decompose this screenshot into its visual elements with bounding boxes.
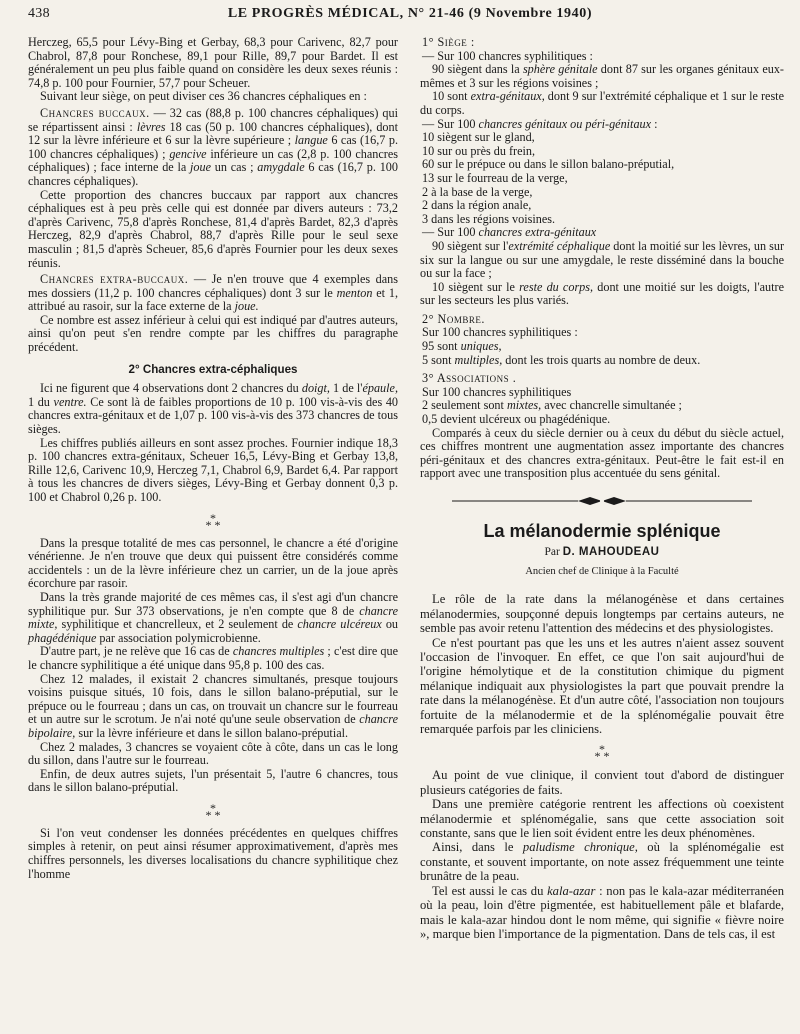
italic-term: menton bbox=[336, 285, 373, 300]
running-title: LE PROGRÈS MÉDICAL, N° 21-46 (9 Novembre 1940) bbox=[227, 6, 593, 21]
paragraph: Comparés à ceux du siècle dernier ou à ceux du début du siècle actuel, ces chiffres montrent une augmentation assez importante des chancres péri-génitaux et des chancres extra-génitaux. Peut-être le fait est-il en rapport avec une transposition plus accentuée du sens génital. bbox=[420, 425, 784, 481]
text: 90 siègent sur l' bbox=[432, 238, 509, 253]
paragraph: Ce n'est pourtant pas que les uns et les autres n'aient assez souvent l'occasion de l'invoquer. En effet, ce que l'on sait aujourd'hui de l'origine hémolytique et de la constitution chimique du pigment mélanique indiquait aux physiologistes la part que pouvait prendre la rate dans la mélanogénèse. Et d'un autre côté, l'association non toujours fortuite de la mélanodermie et de la splénomégalie pouvait être remarquée parfois par les cliniciens. bbox=[420, 635, 784, 737]
list-line: — Sur 100 chancres syphilitiques : bbox=[422, 48, 593, 63]
paragraph bbox=[420, 240, 784, 281]
italic-term: kala-azar bbox=[547, 883, 596, 898]
italic-term: lèvres bbox=[136, 119, 166, 134]
paragraph: Enfin, de deux autres sujets, l'un présentait 5, l'autre 6 chancres, tous dans le sillon balano-préputial. bbox=[28, 766, 398, 795]
byline bbox=[420, 546, 784, 560]
italic-term: gencive bbox=[169, 146, 207, 161]
text: avec chancrelle simultanée ; bbox=[541, 398, 682, 413]
star: * bbox=[205, 807, 212, 822]
italic-term: langue bbox=[294, 133, 328, 148]
list-line: Sur 100 chancres syphilitiques bbox=[422, 384, 572, 399]
italic-term: extrémité céphalique bbox=[508, 238, 611, 253]
paragraph: Cette proportion des chancres buccaux par rapport aux chancres céphaliques est à peu près celle qui est donnée par divers auteurs : 73,2 d'après Carivenc, 75,8 d'après Ronchese, 81,4 d'après Bardet, 82,3 d'après Herczeg, 82,9 d'après Chabrol, 88,7 d'après Rille pour le seul sexe masculin ; 81,5 d'après Scheuer, 85,6 d'après Fournier pour les deux sexes réunis. bbox=[28, 187, 398, 270]
paragraph-extra-buccaux bbox=[28, 273, 398, 314]
text: où la splénomégalie est constante, et souvent importante, on note assez fréquemment une teinte brunâtre de la peau. bbox=[420, 840, 784, 884]
text: 90 siègent dans la bbox=[432, 62, 523, 77]
list-item: 10 sur ou près du frein, bbox=[422, 143, 536, 158]
text: 95 sont bbox=[422, 339, 461, 354]
text: — Sur 100 bbox=[422, 225, 479, 240]
section-title: 2° Chancres extra-céphaliques bbox=[128, 362, 298, 376]
star: * bbox=[210, 510, 216, 525]
text: Chez 12 malades, il existait 2 chancres simultanés, presque toujours voisins puisque situés, 10 fois, dans le sillon balano-préputial, sur le prépuce ou le fourreau ; dans un cas, on trouvait un chancre sur le fourreau et un autre sur le scrotum. Je n'ai noté qu'une seule observation de bbox=[28, 671, 398, 727]
subhead-label: Chancres extra-buccaux. bbox=[40, 272, 189, 287]
text: 18 cas (50 p. 100 chancres céphaliques), dont 12 sur la lèvre inférieure et 6 sur la lèvre supérieure ; bbox=[28, 119, 398, 148]
list-line: Sur 100 chancres syphilitiques : bbox=[422, 325, 578, 340]
text: : bbox=[651, 116, 658, 131]
italic-term: mixtes, bbox=[506, 398, 542, 413]
italic-term: extra-génitaux, bbox=[470, 89, 545, 104]
paragraph: Au point de vue clinique, il convient tout d'abord de distinguer plusieurs catégories de faits. bbox=[420, 768, 784, 797]
text: dont 9 sur l'extrémité céphalique et 1 sur le reste du corps. bbox=[420, 89, 784, 117]
paragraph bbox=[420, 884, 784, 942]
text: sur la lèvre inférieure et dans le sillon balano-préputial. bbox=[75, 725, 349, 740]
text: 6 cas (16,7 p. 100 chancres céphaliques) ; bbox=[28, 133, 398, 161]
article-body bbox=[420, 592, 784, 941]
italic-term: doigt, bbox=[301, 381, 330, 396]
text: — Sur 100 bbox=[422, 116, 479, 131]
star: * bbox=[205, 517, 212, 532]
italic-term: chancres multiples bbox=[232, 644, 325, 659]
subhead-label: 2° Nombre. bbox=[422, 311, 485, 326]
paragraph bbox=[28, 673, 398, 741]
text: et 1, attribué au rasoir, sur la face externe de la bbox=[28, 285, 398, 314]
subhead bbox=[420, 313, 784, 327]
text: syphilitique et chancrelleux, et 2 seulement de bbox=[57, 617, 298, 632]
paragraph: Herczeg, 65,5 pour Lévy-Bing et Gerbay, 68,3 pour Carivenc, 82,7 pour Chabrol, 87,8 pour Ronchese, 89,1 pour Rille, 89,7 pour Bardet. Il est généralement un peu plus faible quand on considère les deux sexes réunis : 74,8 p. 100 pour Fournier, 57,7 pour Scheuer. bbox=[28, 35, 398, 90]
divider-ornament-icon bbox=[452, 495, 752, 507]
list-item: 2 à la base de la verge, bbox=[422, 184, 533, 199]
section-stars bbox=[420, 742, 784, 764]
paragraph: Si l'on veut condenser les données précédentes en quelques chiffres simples à retenir, on peut ainsi résumer approximativement, d'après mes chiffres personnels, les diverses localisations du chancre syphilitique chez l'homme bbox=[28, 825, 398, 881]
italic-term: chancre bipolaire, bbox=[28, 712, 398, 740]
paragraph: Chez 2 malades, 3 chancres se voyaient côte à côte, dans un cas le long du sillon, dans l'autre sur le fourreau. bbox=[28, 739, 398, 768]
italic-term: épaule, bbox=[362, 381, 398, 396]
italic-term: ventre. bbox=[53, 394, 87, 409]
paragraph: Dans la presque totalité de mes cas personnel, le chancre a été d'origine vénérienne. Je n'en trouve que deux qui puissent être considérés comme accidentels : un de la lèvre inférieure chez un carrier, un de la joue après écorchure par rasoir. bbox=[28, 535, 398, 591]
text: 5 sont bbox=[422, 352, 455, 367]
italic-term: phagédénique bbox=[28, 630, 97, 645]
text: un cas ; bbox=[211, 160, 258, 175]
text: D'autre part, je ne relève que 16 cas de bbox=[40, 644, 233, 659]
text: 2 seulement sont bbox=[422, 398, 507, 413]
text: Tel est aussi le cas du bbox=[432, 883, 548, 898]
text: — 32 cas (88,8 p. 100 chancres céphaliques) qui se répartissent ainsi : bbox=[28, 105, 398, 134]
list-item: 10 siègent sur le gland, bbox=[422, 130, 535, 145]
text: Dans la très grande majorité de ces mêmes cas, il s'est agi d'un chancre syphilitique pur. Sur 373 observations, je n'en compte que 8 de bbox=[28, 589, 398, 618]
text: dont 87 sur les organes génitaux eux-mêmes et 3 sur les régions voisines ; bbox=[420, 62, 784, 90]
author-name: D. MAHOUDEAU bbox=[562, 546, 660, 559]
list-item: 3 dans les régions voisines. bbox=[422, 211, 556, 226]
text: ou bbox=[381, 617, 399, 632]
paragraph: Dans une première catégorie rentrent les affections où coexistent mélanodermie et splénomégalie, sans que cette association soit constante, sans que le lien soit évident entre les deux phénomènes. bbox=[420, 797, 784, 841]
subhead-label: Chancres buccaux. bbox=[40, 105, 150, 120]
section-stars bbox=[28, 510, 398, 532]
italic-term: chancre mixte, bbox=[28, 603, 398, 632]
text: 10 siègent sur le bbox=[432, 279, 520, 294]
article-title: La mélanodermie splénique bbox=[483, 520, 721, 541]
italic-term: paludisme chronique, bbox=[522, 840, 638, 855]
star: * bbox=[599, 742, 605, 757]
text: 6 cas (16,7 p. 100 chancres céphaliques). bbox=[28, 160, 398, 188]
subhead bbox=[420, 372, 784, 386]
subhead-label: 1° Siège : bbox=[422, 35, 475, 49]
star: * bbox=[603, 749, 610, 764]
list-item: 60 sur le prépuce ou dans le sillon balano-préputial, bbox=[422, 157, 675, 172]
text: 10 sont bbox=[432, 89, 471, 104]
right-column bbox=[420, 36, 784, 941]
list-line bbox=[420, 118, 784, 132]
list-item: 13 sur le fourreau de la verge, bbox=[422, 170, 568, 185]
text: Ce sont là de faibles proportions de 10 p. 100 vis-à-vis des 40 chancres extra-génitaux et de 1,07 p. 100 vis-à-vis des 373 chancres de tous sièges. bbox=[28, 394, 399, 437]
paragraph-extra-cephaliques bbox=[28, 382, 398, 436]
text: ; c'est dire que le chancre syphilitique a été unique dans 95,8 p. 100 des cas. bbox=[28, 644, 399, 672]
italic-term: chancres extra-génitaux bbox=[478, 225, 597, 240]
paragraph bbox=[420, 63, 784, 90]
paragraph-buccaux bbox=[28, 107, 398, 189]
list-item: 2 dans la région anale, bbox=[422, 198, 532, 213]
italic-term: joue. bbox=[234, 299, 259, 314]
text: dont la moitié sur les lèvres, un sur six sur la langue ou sur une amygdale, le reste disséminé dans la bouche ou sur la face ; bbox=[420, 238, 784, 281]
page-header bbox=[28, 6, 790, 28]
italic-term: joue bbox=[190, 160, 212, 175]
ornamental-divider bbox=[420, 495, 784, 511]
star: * bbox=[214, 517, 221, 532]
list-item bbox=[420, 399, 784, 413]
star: * bbox=[594, 749, 601, 764]
section-stars bbox=[28, 800, 398, 822]
text: par association polymicrobienne. bbox=[96, 630, 261, 645]
text: inférieure un cas (2,8 p. 100 chancres céphaliques) ; face interne de la bbox=[28, 146, 398, 175]
byline-prefix: Par bbox=[544, 546, 563, 559]
italic-term: sphère génitale bbox=[522, 62, 598, 77]
page-number: 438 bbox=[28, 6, 50, 21]
columns bbox=[28, 36, 790, 941]
italic-term: chancre ulcéreux bbox=[297, 617, 382, 632]
text: 1 du bbox=[28, 394, 54, 409]
italic-term: amygdale bbox=[257, 160, 305, 175]
italic-term: multiples, bbox=[454, 352, 503, 367]
author-affiliation: Ancien chef de Clinique à la Faculté bbox=[525, 565, 679, 577]
paragraph: Ce nombre est assez inférieur à celui qui est indiqué par d'autres auteurs, ainsi qu'on peut s'en rendre compte par les chiffres du paragraphe précédent. bbox=[28, 312, 398, 355]
text: 1 de l' bbox=[329, 381, 363, 396]
italic-term: uniques, bbox=[460, 339, 502, 354]
left-column bbox=[28, 36, 398, 941]
paragraph: Suivant leur siège, on peut diviser ces 36 chancres céphaliques en : bbox=[40, 89, 367, 104]
list-item bbox=[420, 340, 784, 354]
paragraph bbox=[420, 281, 784, 308]
paragraph: Les chiffres publiés ailleurs en sont assez proches. Fournier indique 18,3 p. 100 chancres extra-génitaux, Scheuer 16,5, Lévy-Bing et Gerbay 13,8, Rille 12,6, Carivenc 10,9, Herczeg 7,1, Chabrol 6,9, Bardet 6,4. Par rapport à tous les chancres de divers sièges, Lévy-Bing et Gerbay donnent 0,3 p. 100 et Chabrol 0,26 p. 100. bbox=[28, 435, 398, 504]
italic-term: chancres génitaux ou péri-génitaux bbox=[478, 116, 652, 131]
list-line bbox=[420, 226, 784, 240]
text: dont les trois quarts au nombre de deux. bbox=[502, 352, 701, 367]
paragraph bbox=[28, 591, 398, 645]
star: * bbox=[210, 800, 216, 815]
text: Ici ne figurent que 4 observations dont 2 chancres du bbox=[40, 381, 302, 396]
italic-term: reste du corps, bbox=[519, 279, 594, 294]
text: Ainsi, dans le bbox=[432, 840, 523, 855]
text: : non pas le kala-azar méditerranéen où la peau, loin d'être pigmentée, est habituellement pâle et blafarde, mais le kala-azar hindou dont le nom même, qui signifie « fièvre noire », marque bien l'importance de la pigmentation. Dans de tels cas, il est bbox=[420, 883, 785, 941]
paragraph bbox=[28, 645, 398, 672]
text: — Je n'en trouve que 4 exemples dans mes dossiers (11,2 p. 100 chancres céphaliques) dont 3 sur le bbox=[28, 272, 398, 300]
list-item bbox=[420, 354, 784, 368]
subhead-label: 3° Associations . bbox=[422, 371, 517, 386]
paragraph bbox=[420, 840, 784, 883]
subhead bbox=[420, 36, 784, 50]
paragraph bbox=[420, 90, 784, 117]
list-item: 0,5 devient ulcéreux ou phagédénique. bbox=[422, 412, 611, 427]
text: dont une moitié sur les doigts, l'autre sur les secteurs les plus variés. bbox=[420, 279, 784, 308]
paragraph: Le rôle de la rate dans la mélanogénèse et dans certaines mélanodermies, soupçonné depuis longtemps par certains auteurs, ne semble pas avoir retenu l'attention des médecins et des physiologistes. bbox=[420, 592, 784, 636]
star: * bbox=[214, 807, 221, 822]
